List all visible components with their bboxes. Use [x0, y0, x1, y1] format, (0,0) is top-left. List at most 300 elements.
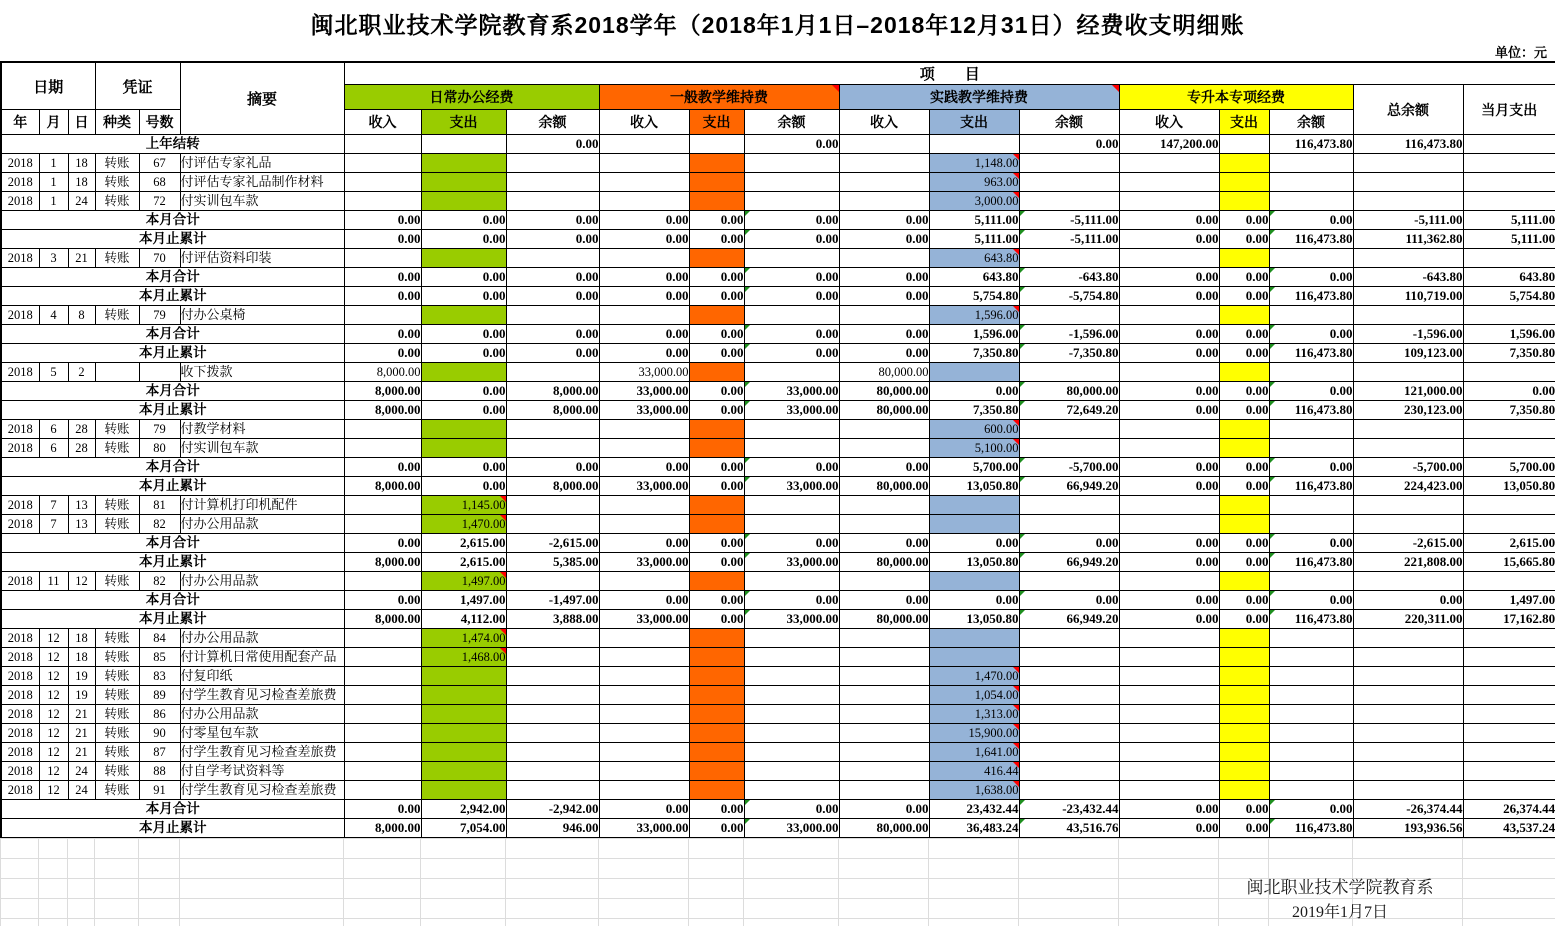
cell-total-balance[interactable]: 121,000.00	[1353, 382, 1463, 401]
header-voucher-number[interactable]: 号数	[139, 110, 180, 135]
cell-green-balance[interactable]: 0.00	[506, 344, 599, 363]
cell-orange-expense[interactable]	[689, 496, 744, 515]
cell-orange-balance[interactable]: 0.00	[744, 287, 839, 306]
cell-yellow-expense[interactable]	[1219, 762, 1269, 781]
cell-day[interactable]: 21	[68, 705, 95, 724]
cell-orange-expense[interactable]: 0.00	[689, 553, 744, 572]
cell-orange-balance[interactable]: 33,000.00	[744, 610, 839, 629]
cell-orange-income[interactable]	[599, 648, 689, 667]
cell-green-balance[interactable]	[506, 363, 599, 382]
empty-cell[interactable]	[929, 859, 1019, 879]
empty-cell[interactable]	[95, 839, 139, 859]
header-project[interactable]: 项 目	[344, 62, 1555, 85]
cell-blue-balance[interactable]	[1019, 781, 1119, 800]
empty-cell[interactable]	[344, 839, 421, 859]
cell-orange-expense[interactable]	[689, 249, 744, 268]
cell-yellow-expense[interactable]: 0.00	[1219, 610, 1269, 629]
cell-green-income[interactable]	[344, 705, 421, 724]
cell-orange-income[interactable]: 0.00	[599, 230, 689, 249]
cell-blue-income[interactable]	[839, 648, 929, 667]
cell-blue-expense[interactable]: 13,050.80	[929, 610, 1019, 629]
cell-year[interactable]: 2018	[1, 420, 39, 439]
cell-total-balance[interactable]: -5,111.00	[1353, 211, 1463, 230]
cell-yellow-income[interactable]	[1119, 496, 1219, 515]
cell-month-expense[interactable]	[1463, 667, 1555, 686]
cell-blue-balance[interactable]	[1019, 439, 1119, 458]
group-general-teaching-maintenance[interactable]: 一般教学维持费	[599, 85, 839, 110]
cell-yellow-balance[interactable]	[1269, 572, 1353, 591]
cell-blue-balance[interactable]: -5,111.00	[1019, 230, 1119, 249]
cell-orange-expense[interactable]: 0.00	[689, 344, 744, 363]
cell-yellow-balance[interactable]	[1269, 686, 1353, 705]
cell-orange-balance[interactable]	[744, 496, 839, 515]
cell-orange-expense[interactable]: 0.00	[689, 401, 744, 420]
cell-voucher-number[interactable]: 87	[139, 743, 180, 762]
cell-green-balance[interactable]	[506, 667, 599, 686]
cell-green-balance[interactable]: 8,000.00	[506, 477, 599, 496]
cell-month[interactable]: 12	[39, 724, 68, 743]
cell-day[interactable]: 21	[68, 724, 95, 743]
cell-blue-expense[interactable]: 1,148.00	[929, 154, 1019, 173]
cell-month[interactable]: 6	[39, 420, 68, 439]
empty-cell[interactable]	[506, 859, 599, 879]
cell-month[interactable]: 12	[39, 667, 68, 686]
cell-summary[interactable]: 付复印纸	[180, 667, 344, 686]
empty-cell[interactable]	[689, 879, 744, 899]
cell-blue-expense[interactable]	[929, 135, 1019, 154]
row-label[interactable]: 上年结转	[1, 135, 344, 154]
cell-yellow-balance[interactable]: 0.00	[1269, 325, 1353, 344]
cell-yellow-balance[interactable]	[1269, 420, 1353, 439]
empty-cell[interactable]	[506, 899, 599, 919]
cell-voucher-number[interactable]: 84	[139, 629, 180, 648]
cell-orange-expense[interactable]	[689, 420, 744, 439]
cell-blue-expense[interactable]: 1,470.00	[929, 667, 1019, 686]
cell-voucher-number[interactable]: 86	[139, 705, 180, 724]
empty-cell[interactable]	[599, 859, 689, 879]
cell-green-income[interactable]: 8,000.00	[344, 382, 421, 401]
cell-blue-balance[interactable]: 72,649.20	[1019, 401, 1119, 420]
cell-yellow-income[interactable]	[1119, 686, 1219, 705]
cell-green-expense[interactable]: 1,497.00	[421, 572, 506, 591]
cell-voucher-number[interactable]: 88	[139, 762, 180, 781]
cell-blue-income[interactable]	[839, 173, 929, 192]
cell-day[interactable]: 18	[68, 629, 95, 648]
cell-year[interactable]: 2018	[1, 572, 39, 591]
cell-month[interactable]: 1	[39, 173, 68, 192]
cell-voucher-number[interactable]: 72	[139, 192, 180, 211]
cell-yellow-expense[interactable]	[1219, 249, 1269, 268]
cell-day[interactable]: 12	[68, 572, 95, 591]
cell-month[interactable]: 12	[39, 705, 68, 724]
cell-blue-expense[interactable]: 1,638.00	[929, 781, 1019, 800]
cell-total-balance[interactable]	[1353, 420, 1463, 439]
cell-month-expense[interactable]	[1463, 173, 1555, 192]
col-orange-expense[interactable]: 支出	[689, 110, 744, 135]
cell-yellow-balance[interactable]: 116,473.80	[1269, 135, 1353, 154]
cell-voucher-type[interactable]: 转账	[95, 667, 139, 686]
cell-blue-balance[interactable]: -1,596.00	[1019, 325, 1119, 344]
cell-green-expense[interactable]: 0.00	[421, 401, 506, 420]
cell-yellow-expense[interactable]: 0.00	[1219, 344, 1269, 363]
cell-total-balance[interactable]: -1,596.00	[1353, 325, 1463, 344]
cell-blue-balance[interactable]: 0.00	[1019, 135, 1119, 154]
empty-cell[interactable]	[839, 839, 929, 859]
cell-blue-income[interactable]: 0.00	[839, 230, 929, 249]
cell-green-balance[interactable]: 946.00	[506, 819, 599, 839]
cell-total-balance[interactable]	[1353, 629, 1463, 648]
cell-yellow-expense[interactable]: 0.00	[1219, 230, 1269, 249]
cell-month-expense[interactable]	[1463, 572, 1555, 591]
cell-green-expense[interactable]	[421, 762, 506, 781]
cell-yellow-income[interactable]	[1119, 439, 1219, 458]
cell-blue-income[interactable]	[839, 192, 929, 211]
cell-total-balance[interactable]	[1353, 724, 1463, 743]
cell-green-income[interactable]	[344, 135, 421, 154]
cell-orange-income[interactable]: 33,000.00	[599, 382, 689, 401]
cell-voucher-number[interactable]: 80	[139, 439, 180, 458]
col-blue-income[interactable]: 收入	[839, 110, 929, 135]
cell-voucher-number[interactable]: 83	[139, 667, 180, 686]
empty-cell[interactable]	[180, 839, 344, 859]
empty-cell[interactable]	[68, 919, 95, 926]
cell-month[interactable]: 12	[39, 743, 68, 762]
cell-blue-income[interactable]: 0.00	[839, 325, 929, 344]
cell-blue-expense[interactable]: 5,754.80	[929, 287, 1019, 306]
cell-green-expense[interactable]: 2,615.00	[421, 534, 506, 553]
cell-blue-balance[interactable]: 43,516.76	[1019, 819, 1119, 839]
cell-year[interactable]: 2018	[1, 515, 39, 534]
cell-voucher-type[interactable]: 转账	[95, 439, 139, 458]
empty-cell[interactable]	[95, 879, 139, 899]
cell-total-balance[interactable]	[1353, 648, 1463, 667]
cell-yellow-balance[interactable]	[1269, 629, 1353, 648]
cell-orange-expense[interactable]	[689, 686, 744, 705]
cell-orange-expense[interactable]	[689, 781, 744, 800]
cell-orange-income[interactable]	[599, 515, 689, 534]
cell-green-expense[interactable]	[421, 192, 506, 211]
row-label[interactable]: 本月合计	[1, 211, 344, 230]
cell-green-expense[interactable]: 0.00	[421, 230, 506, 249]
cell-month-expense[interactable]: 5,111.00	[1463, 211, 1555, 230]
cell-summary[interactable]: 付办公用品款	[180, 515, 344, 534]
cell-total-balance[interactable]	[1353, 154, 1463, 173]
cell-green-balance[interactable]	[506, 648, 599, 667]
cell-orange-income[interactable]: 33,000.00	[599, 553, 689, 572]
row-label[interactable]: 本月合计	[1, 800, 344, 819]
cell-yellow-balance[interactable]	[1269, 705, 1353, 724]
cell-orange-expense[interactable]: 0.00	[689, 458, 744, 477]
cell-orange-balance[interactable]	[744, 515, 839, 534]
cell-total-balance[interactable]	[1353, 496, 1463, 515]
col-yellow-income[interactable]: 收入	[1119, 110, 1219, 135]
cell-orange-income[interactable]	[599, 135, 689, 154]
cell-orange-balance[interactable]: 33,000.00	[744, 477, 839, 496]
cell-blue-balance[interactable]: -5,700.00	[1019, 458, 1119, 477]
cell-blue-balance[interactable]: -643.80	[1019, 268, 1119, 287]
cell-yellow-expense[interactable]: 0.00	[1219, 591, 1269, 610]
cell-yellow-expense[interactable]	[1219, 515, 1269, 534]
cell-blue-income[interactable]	[839, 705, 929, 724]
cell-blue-balance[interactable]	[1019, 173, 1119, 192]
cell-orange-expense[interactable]: 0.00	[689, 800, 744, 819]
empty-cell[interactable]	[839, 859, 929, 879]
cell-orange-income[interactable]: 33,000.00	[599, 401, 689, 420]
cell-yellow-income[interactable]	[1119, 154, 1219, 173]
cell-orange-balance[interactable]: 0.00	[744, 268, 839, 287]
cell-green-expense[interactable]: 1,468.00	[421, 648, 506, 667]
cell-yellow-expense[interactable]	[1219, 743, 1269, 762]
cell-yellow-expense[interactable]	[1219, 173, 1269, 192]
row-label[interactable]: 本月止累计	[1, 401, 344, 420]
cell-blue-income[interactable]: 0.00	[839, 344, 929, 363]
cell-blue-expense[interactable]	[929, 572, 1019, 591]
cell-orange-balance[interactable]: 33,000.00	[744, 553, 839, 572]
cell-year[interactable]: 2018	[1, 724, 39, 743]
cell-yellow-income[interactable]	[1119, 420, 1219, 439]
empty-cell[interactable]	[1219, 839, 1269, 859]
cell-green-balance[interactable]	[506, 192, 599, 211]
cell-green-balance[interactable]: 0.00	[506, 135, 599, 154]
cell-green-balance[interactable]	[506, 439, 599, 458]
cell-orange-income[interactable]	[599, 629, 689, 648]
cell-summary[interactable]: 付自学考试资料等	[180, 762, 344, 781]
cell-orange-income[interactable]: 0.00	[599, 211, 689, 230]
cell-yellow-expense[interactable]	[1219, 629, 1269, 648]
cell-green-balance[interactable]: 0.00	[506, 211, 599, 230]
cell-blue-income[interactable]	[839, 249, 929, 268]
empty-cell[interactable]	[39, 839, 68, 859]
cell-green-income[interactable]: 8,000.00	[344, 401, 421, 420]
cell-voucher-number[interactable]: 90	[139, 724, 180, 743]
cell-green-income[interactable]	[344, 439, 421, 458]
cell-green-income[interactable]	[344, 667, 421, 686]
cell-green-expense[interactable]	[421, 724, 506, 743]
cell-voucher-number[interactable]: 81	[139, 496, 180, 515]
cell-orange-income[interactable]	[599, 306, 689, 325]
cell-month-expense[interactable]	[1463, 629, 1555, 648]
cell-day[interactable]: 13	[68, 496, 95, 515]
cell-summary[interactable]: 付实训包车款	[180, 439, 344, 458]
cell-total-balance[interactable]	[1353, 173, 1463, 192]
cell-green-expense[interactable]	[421, 743, 506, 762]
cell-blue-expense[interactable]: 3,000.00	[929, 192, 1019, 211]
cell-blue-expense[interactable]	[929, 515, 1019, 534]
cell-month[interactable]: 11	[39, 572, 68, 591]
header-date[interactable]: 日期	[1, 62, 95, 110]
empty-cell[interactable]	[1119, 839, 1219, 859]
empty-cell[interactable]	[1353, 839, 1463, 859]
cell-green-expense[interactable]	[421, 249, 506, 268]
cell-green-balance[interactable]: -1,497.00	[506, 591, 599, 610]
cell-yellow-expense[interactable]	[1219, 496, 1269, 515]
cell-month-expense[interactable]	[1463, 496, 1555, 515]
row-label[interactable]: 本月合计	[1, 458, 344, 477]
cell-month-expense[interactable]	[1463, 724, 1555, 743]
cell-green-expense[interactable]: 0.00	[421, 477, 506, 496]
cell-month-expense[interactable]: 26,374.44	[1463, 800, 1555, 819]
cell-summary[interactable]: 付教学材料	[180, 420, 344, 439]
row-label[interactable]: 本月合计	[1, 534, 344, 553]
cell-orange-expense[interactable]	[689, 648, 744, 667]
cell-month-expense[interactable]: 15,665.80	[1463, 553, 1555, 572]
cell-orange-income[interactable]: 0.00	[599, 344, 689, 363]
cell-day[interactable]: 21	[68, 743, 95, 762]
empty-cell[interactable]	[68, 879, 95, 899]
cell-green-income[interactable]	[344, 420, 421, 439]
empty-cell[interactable]	[929, 879, 1019, 899]
cell-voucher-type[interactable]: 转账	[95, 781, 139, 800]
cell-blue-income[interactable]	[839, 306, 929, 325]
cell-day[interactable]: 2	[68, 363, 95, 382]
cell-green-expense[interactable]	[421, 705, 506, 724]
cell-blue-income[interactable]: 0.00	[839, 268, 929, 287]
cell-total-balance[interactable]: 230,123.00	[1353, 401, 1463, 420]
col-blue-expense[interactable]: 支出	[929, 110, 1019, 135]
cell-orange-balance[interactable]: 0.00	[744, 591, 839, 610]
cell-blue-balance[interactable]	[1019, 306, 1119, 325]
cell-green-income[interactable]	[344, 496, 421, 515]
cell-green-expense[interactable]: 2,942.00	[421, 800, 506, 819]
cell-blue-balance[interactable]	[1019, 667, 1119, 686]
cell-voucher-number[interactable]: 89	[139, 686, 180, 705]
cell-day[interactable]: 21	[68, 249, 95, 268]
cell-month-expense[interactable]: 1,497.00	[1463, 591, 1555, 610]
cell-total-balance[interactable]: -26,374.44	[1353, 800, 1463, 819]
cell-green-income[interactable]: 0.00	[344, 800, 421, 819]
cell-orange-expense[interactable]	[689, 306, 744, 325]
cell-blue-balance[interactable]	[1019, 648, 1119, 667]
cell-orange-income[interactable]: 0.00	[599, 287, 689, 306]
cell-blue-expense[interactable]: 0.00	[929, 591, 1019, 610]
cell-total-balance[interactable]: 116,473.80	[1353, 135, 1463, 154]
row-label[interactable]: 本月止累计	[1, 610, 344, 629]
cell-blue-income[interactable]	[839, 762, 929, 781]
empty-cell[interactable]	[95, 919, 139, 926]
cell-yellow-expense[interactable]	[1219, 306, 1269, 325]
cell-year[interactable]: 2018	[1, 686, 39, 705]
cell-month-expense[interactable]: 5,754.80	[1463, 287, 1555, 306]
cell-summary[interactable]: 付学生教育见习检查差旅费	[180, 743, 344, 762]
cell-blue-expense[interactable]	[929, 629, 1019, 648]
cell-year[interactable]: 2018	[1, 667, 39, 686]
cell-month-expense[interactable]	[1463, 781, 1555, 800]
cell-yellow-expense[interactable]	[1219, 572, 1269, 591]
cell-blue-expense[interactable]: 13,050.80	[929, 553, 1019, 572]
cell-orange-expense[interactable]	[689, 572, 744, 591]
cell-total-balance[interactable]: 221,808.00	[1353, 553, 1463, 572]
cell-total-balance[interactable]	[1353, 192, 1463, 211]
cell-total-balance[interactable]: -5,700.00	[1353, 458, 1463, 477]
cell-month-expense[interactable]: 43,537.24	[1463, 819, 1555, 839]
cell-green-balance[interactable]	[506, 762, 599, 781]
empty-cell[interactable]	[421, 879, 506, 899]
row-label[interactable]: 本月合计	[1, 382, 344, 401]
cell-green-balance[interactable]: 8,000.00	[506, 401, 599, 420]
cell-yellow-balance[interactable]: 116,473.80	[1269, 344, 1353, 363]
cell-day[interactable]: 18	[68, 173, 95, 192]
empty-cell[interactable]	[929, 919, 1019, 926]
cell-day[interactable]: 18	[68, 648, 95, 667]
cell-orange-balance[interactable]: 0.00	[744, 211, 839, 230]
cell-summary[interactable]: 收下拨款	[180, 363, 344, 382]
cell-voucher-number[interactable]: 91	[139, 781, 180, 800]
cell-yellow-balance[interactable]	[1269, 648, 1353, 667]
cell-year[interactable]: 2018	[1, 154, 39, 173]
cell-blue-income[interactable]: 80,000.00	[839, 477, 929, 496]
cell-blue-income[interactable]: 80,000.00	[839, 401, 929, 420]
cell-yellow-balance[interactable]	[1269, 515, 1353, 534]
cell-voucher-type[interactable]: 转账	[95, 515, 139, 534]
cell-voucher-type[interactable]: 转账	[95, 743, 139, 762]
cell-green-balance[interactable]	[506, 629, 599, 648]
cell-orange-balance[interactable]: 33,000.00	[744, 401, 839, 420]
cell-yellow-balance[interactable]: 116,473.80	[1269, 477, 1353, 496]
cell-yellow-expense[interactable]: 0.00	[1219, 287, 1269, 306]
cell-total-balance[interactable]	[1353, 743, 1463, 762]
empty-cell[interactable]	[139, 879, 180, 899]
cell-summary[interactable]: 付办公桌椅	[180, 306, 344, 325]
cell-yellow-expense[interactable]: 0.00	[1219, 534, 1269, 553]
cell-blue-expense[interactable]: 5,700.00	[929, 458, 1019, 477]
cell-green-income[interactable]: 8,000.00	[344, 553, 421, 572]
cell-blue-income[interactable]	[839, 724, 929, 743]
cell-blue-income[interactable]: 0.00	[839, 458, 929, 477]
cell-green-income[interactable]: 8,000.00	[344, 477, 421, 496]
cell-yellow-income[interactable]: 0.00	[1119, 287, 1219, 306]
cell-total-balance[interactable]	[1353, 762, 1463, 781]
cell-orange-expense[interactable]: 0.00	[689, 211, 744, 230]
cell-orange-income[interactable]	[599, 192, 689, 211]
cell-green-income[interactable]	[344, 515, 421, 534]
cell-month-expense[interactable]	[1463, 249, 1555, 268]
cell-green-income[interactable]: 0.00	[344, 344, 421, 363]
cell-green-balance[interactable]: 0.00	[506, 268, 599, 287]
cell-yellow-balance[interactable]: 0.00	[1269, 382, 1353, 401]
cell-total-balance[interactable]: -643.80	[1353, 268, 1463, 287]
col-yellow-expense[interactable]: 支出	[1219, 110, 1269, 135]
cell-day[interactable]: 28	[68, 439, 95, 458]
col-orange-income[interactable]: 收入	[599, 110, 689, 135]
cell-green-balance[interactable]	[506, 173, 599, 192]
row-label[interactable]: 本月止累计	[1, 553, 344, 572]
empty-cell[interactable]	[1, 919, 39, 926]
cell-voucher-number[interactable]	[139, 363, 180, 382]
cell-orange-income[interactable]	[599, 249, 689, 268]
cell-yellow-expense[interactable]: 0.00	[1219, 382, 1269, 401]
cell-yellow-balance[interactable]	[1269, 667, 1353, 686]
cell-blue-balance[interactable]	[1019, 705, 1119, 724]
cell-year[interactable]: 2018	[1, 192, 39, 211]
cell-green-expense[interactable]	[421, 154, 506, 173]
cell-orange-expense[interactable]	[689, 724, 744, 743]
cell-yellow-income[interactable]: 0.00	[1119, 325, 1219, 344]
cell-month[interactable]: 12	[39, 648, 68, 667]
cell-blue-expense[interactable]	[929, 363, 1019, 382]
empty-cell[interactable]	[344, 859, 421, 879]
cell-total-balance[interactable]	[1353, 515, 1463, 534]
cell-voucher-number[interactable]: 82	[139, 515, 180, 534]
cell-orange-income[interactable]	[599, 667, 689, 686]
cell-orange-expense[interactable]: 0.00	[689, 610, 744, 629]
cell-voucher-type[interactable]: 转账	[95, 572, 139, 591]
cell-blue-income[interactable]: 0.00	[839, 591, 929, 610]
cell-month[interactable]: 4	[39, 306, 68, 325]
cell-yellow-balance[interactable]: 0.00	[1269, 458, 1353, 477]
cell-orange-balance[interactable]	[744, 420, 839, 439]
cell-orange-expense[interactable]	[689, 173, 744, 192]
cell-blue-balance[interactable]: -23,432.44	[1019, 800, 1119, 819]
